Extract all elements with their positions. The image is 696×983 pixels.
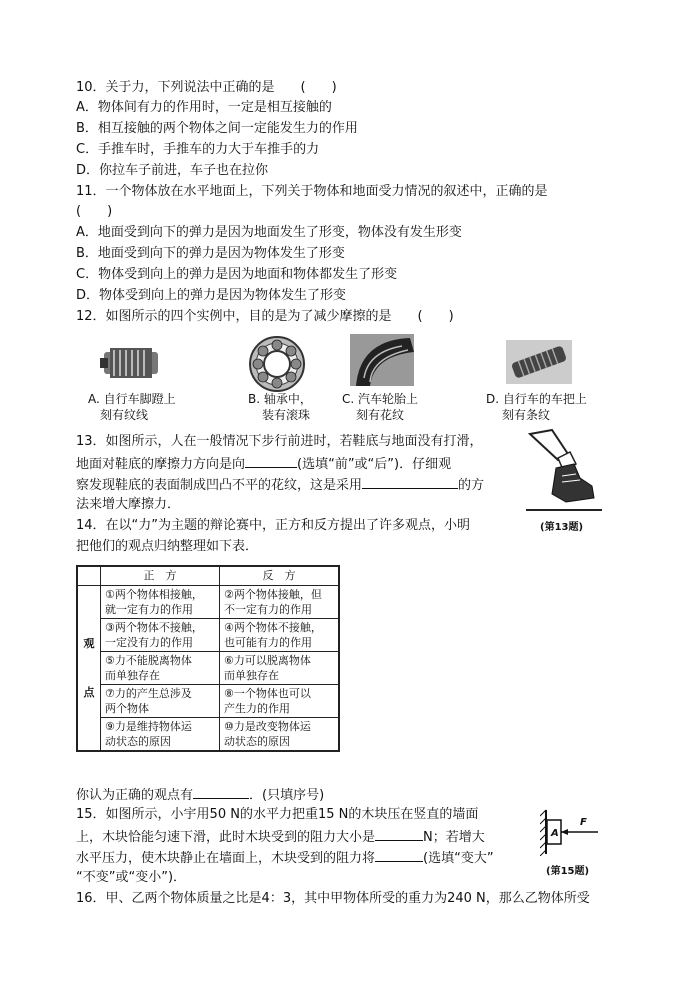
- caption-c-line2: 刻有花纹: [356, 408, 405, 422]
- cell-line: ⑨力是维持物体运: [105, 720, 192, 733]
- q12-stem: 12．如图所示的四个实例中，目的是为了减少摩擦的是 ( ): [76, 309, 454, 324]
- table-row: [77, 718, 339, 752]
- q15-line3-text-b: (选填“变大”: [423, 851, 494, 866]
- q13-line2: [76, 453, 451, 475]
- q10-option-b: B．相互接触的两个物体之间一定能发生力的作用: [76, 121, 358, 136]
- cell-negative-4: [220, 685, 340, 718]
- q11-option-c: C．物体受到向上的弹力是因为地面和物体都发生了形变: [76, 267, 398, 282]
- table-row: [77, 619, 339, 652]
- pedal-image: [100, 338, 162, 386]
- header-positive: 正 方: [101, 566, 220, 586]
- q15-line1: 15．如图所示，小宇用50 N的水平力把重15 N的木块压在竖直的墙面: [76, 807, 479, 822]
- q15-line3-text-a: 水平压力，使木块静止在墙面上，木块受到的阻力将: [76, 851, 376, 866]
- cell-line: 就一定有力的作用: [105, 603, 193, 616]
- cell-line: ①两个物体相接触，: [105, 588, 203, 601]
- cell-line: 不一定有力的作用: [224, 603, 312, 616]
- cell-negative-3: [220, 652, 340, 685]
- q13-figure-label: (第13题): [540, 522, 584, 533]
- q15-line2: [76, 826, 485, 848]
- cell-negative-1: [220, 586, 340, 619]
- q10-stem: 10．关于力，下列说法中正确的是 ( ): [76, 80, 337, 95]
- q10-option-d: D．你拉车子前进，车子也在拉你: [76, 163, 269, 178]
- q13-blank-method[interactable]: [362, 474, 458, 489]
- q11-option-b: B．地面受到向下的弹力是因为物体发生了形变: [76, 246, 345, 261]
- q15-blank-resistance[interactable]: [375, 826, 423, 841]
- q13-line2-text-b: (选填“前”或“后”)．仔细观: [297, 457, 452, 472]
- q11-paren: ( ): [76, 204, 113, 219]
- q15-line2-text-a: 上，木块恰能匀速下滑，此时木块受到的阻力大小是: [76, 830, 376, 845]
- q13-blank-direction[interactable]: [245, 453, 297, 468]
- q13-line3-text-b: 的方: [458, 478, 485, 493]
- cell-line: ⑧一个物体也可以: [224, 687, 311, 700]
- side-label-gap: [82, 651, 96, 685]
- cell-line: 也可能有力的作用: [224, 636, 312, 649]
- q11-option-d: D．物体受到向上的弹力是因为物体发生了形变: [76, 288, 347, 303]
- cell-line: 而单独存在: [224, 669, 279, 682]
- cell-line: ⑤力不能脱离物体: [105, 654, 192, 667]
- cell-line: ⑥力可以脱离物体: [224, 654, 311, 667]
- q14-line1: 14．在以“力”为主题的辩论赛中，正方和反方提出了许多观点，小明: [76, 518, 471, 533]
- caption-d-line2: 刻有条纹: [502, 408, 551, 422]
- cell-line: 而单独存在: [105, 669, 160, 682]
- q13-line2-text-a: 地面对鞋底的摩擦力方向是向: [76, 457, 246, 472]
- q15-blank-change[interactable]: [375, 847, 423, 862]
- cell-positive-5: [101, 718, 220, 752]
- table-row: [77, 685, 339, 718]
- cell-line: ②两个物体接触，但: [224, 588, 322, 601]
- cell-positive-1: [101, 586, 220, 619]
- q11-option-a: A．地面受到向下的弹力是因为地面发生了形变，物体没有发生形变: [76, 225, 462, 240]
- q13-line1: 13．如图所示，人在一般情况下步行前进时，若鞋底与地面没有打滑，: [76, 434, 483, 449]
- cell-line: ⑩力是改变物体运: [224, 720, 311, 733]
- caption-c-line1: C. 汽车轮胎上: [342, 392, 419, 406]
- cell-line: 两个物体: [105, 702, 149, 715]
- caption-d-line1: D. 自行车的车把上: [486, 392, 587, 406]
- cell-line: ③两个物体不接触，: [105, 621, 203, 634]
- cell-line: 动状态的原因: [224, 735, 290, 748]
- q14-answer-text-b: ．(只填序号): [249, 788, 325, 803]
- cell-line: 动状态的原因: [105, 735, 171, 748]
- caption-b-line2: 装有滚珠: [262, 408, 311, 422]
- cell-positive-2: [101, 619, 220, 652]
- q11-stem: 11．一个物体放在水平地面上，下列关于物体和地面受力情况的叙述中，正确的是: [76, 184, 548, 199]
- cell-positive-3: [101, 652, 220, 685]
- q10-option-a: A．物体间有力的作用时，一定是相互接触的: [76, 100, 332, 115]
- q13-line3: [76, 474, 484, 496]
- caption-a-line1: A. 自行车脚蹬上: [88, 392, 176, 406]
- walking-shoe-figure: [522, 428, 606, 516]
- table-corner-cell: [77, 566, 101, 586]
- handlebar-image: [506, 340, 572, 384]
- q15-line4: “不变”或“变小”)．: [76, 870, 187, 885]
- block-label: A: [551, 828, 559, 839]
- header-negative: 反 方: [220, 566, 340, 586]
- q14-answer-text-a: 你认为正确的观点有: [76, 788, 194, 803]
- q14-line2: 把他们的观点归纳整理如下表．: [76, 539, 259, 554]
- caption-a-line2: 刻有纹线: [100, 408, 149, 422]
- q13-line3-text-a: 察发现鞋底的表面制成凹凸不平的花纹，这是采用: [76, 478, 363, 493]
- side-label-1: 观: [83, 637, 95, 650]
- cell-negative-2: [220, 619, 340, 652]
- cell-line: ⑦力的产生总涉及: [105, 687, 192, 700]
- force-label: F: [580, 817, 587, 828]
- bearing-image: [248, 335, 306, 393]
- caption-b-line1: B. 轴承中，: [248, 392, 312, 406]
- table-header-row: [77, 566, 339, 586]
- q16-line1: 16．甲、乙两个物体质量之比是4：3，其中甲物体所受的重力为240 N，那么乙物体所受: [76, 891, 590, 906]
- q13-line4: 法来增大摩擦力．: [76, 497, 181, 512]
- q15-line3: [76, 847, 494, 869]
- side-label-2: 点: [83, 686, 95, 699]
- side-label: [77, 586, 101, 752]
- cell-line: ④两个物体不接触，: [224, 621, 322, 634]
- table-row: [77, 652, 339, 685]
- q10-option-c: C．手推车时，手推车的力大于车推手的力: [76, 142, 320, 157]
- table-row: [77, 586, 339, 619]
- q14-blank-answer[interactable]: [193, 784, 249, 799]
- cell-negative-5: [220, 718, 340, 752]
- tire-image: [350, 334, 414, 386]
- viewpoints-table: [76, 565, 340, 752]
- cell-line: 一定没有力的作用: [105, 636, 193, 649]
- cell-positive-4: [101, 685, 220, 718]
- q15-figure-label: (第15题): [546, 866, 590, 877]
- q15-line2-text-b: N；若增大: [423, 830, 485, 845]
- q14-answer-line: [76, 784, 324, 806]
- cell-line: 产生力的作用: [224, 702, 290, 715]
